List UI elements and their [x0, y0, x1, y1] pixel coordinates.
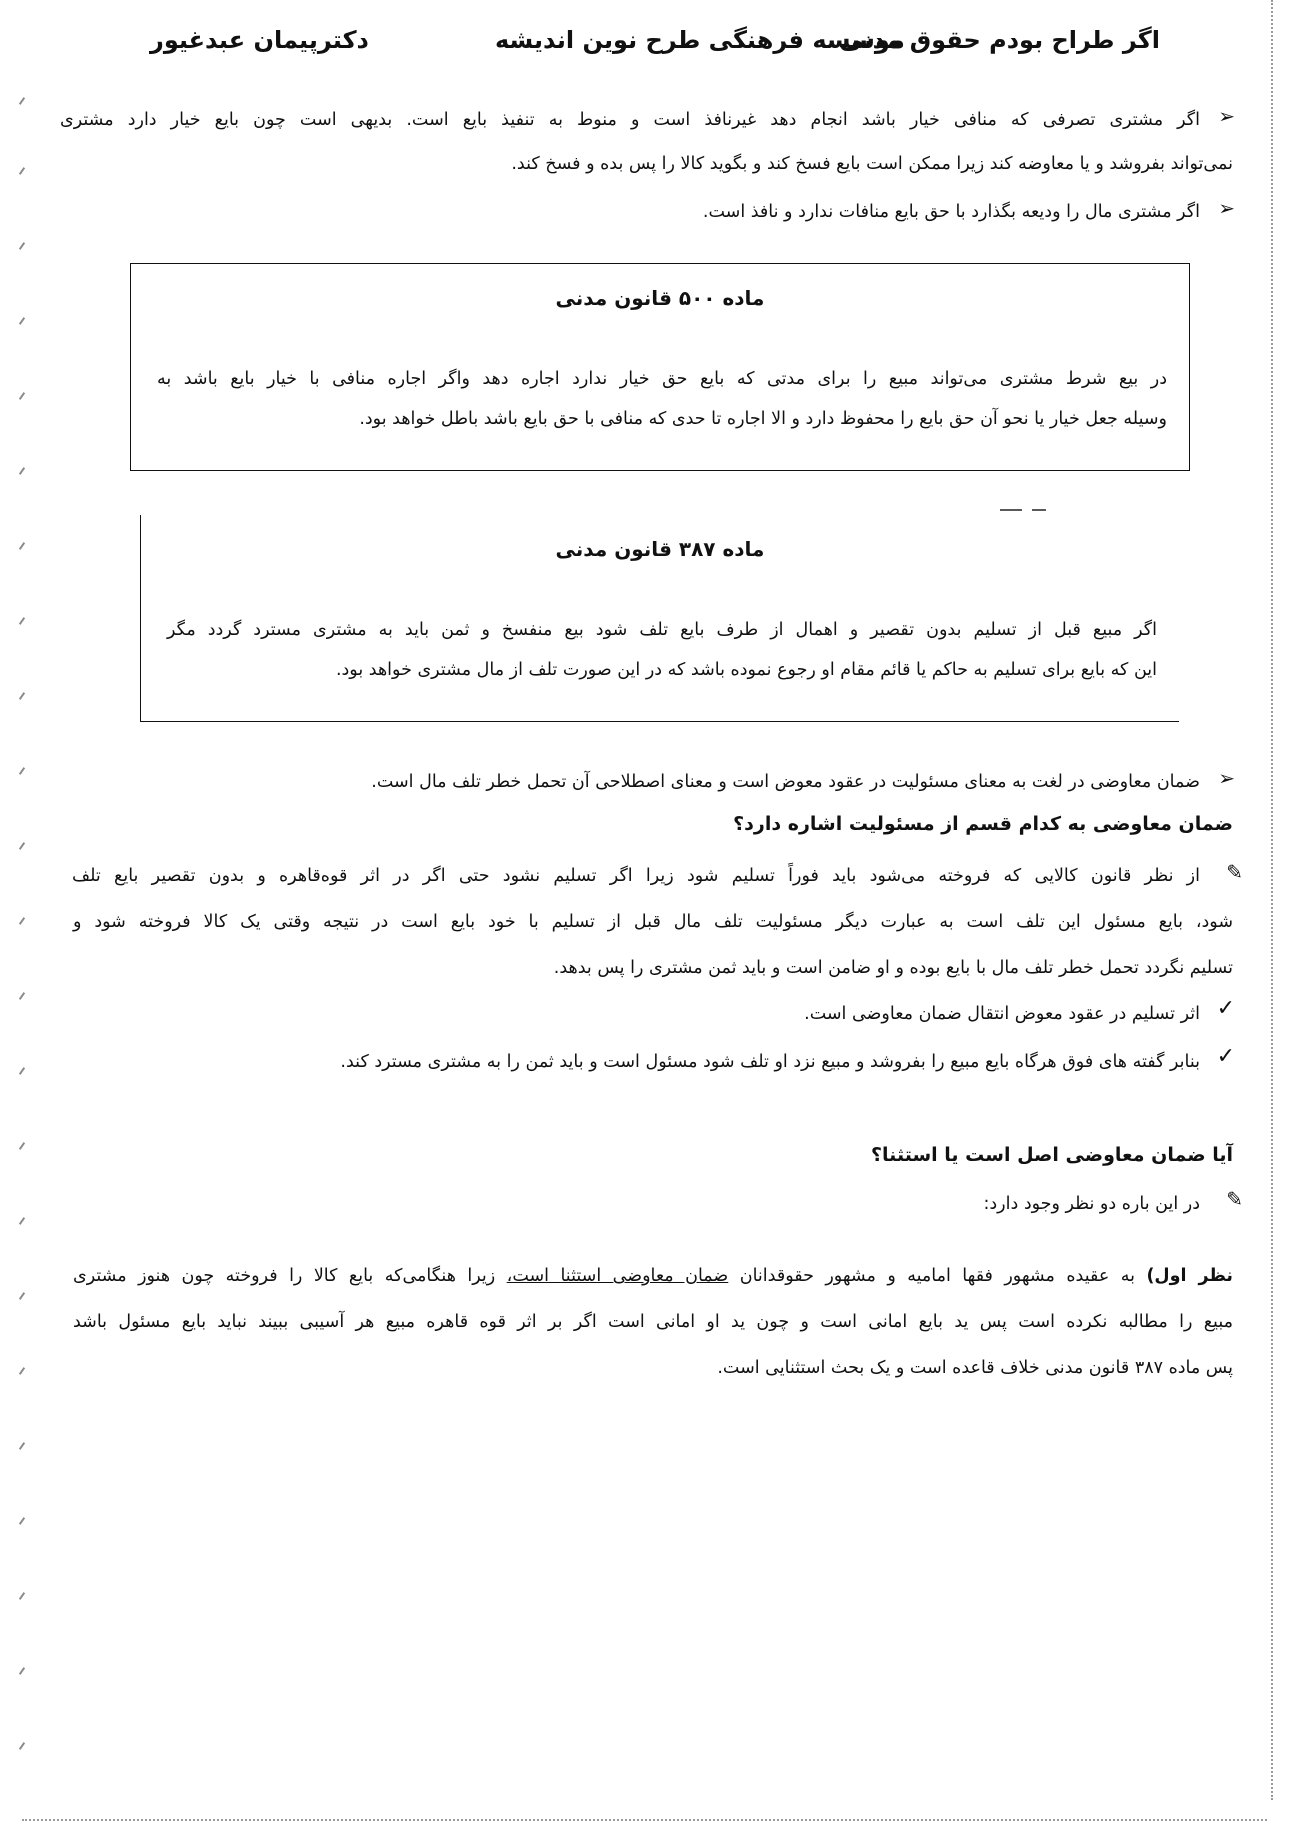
- article-387-line-1: اگر مبیع قبل از تسلیم بدون تقصیر و اهمال از طرف بایع تلف شود بیع منفسخ و ثمن باید به مشتری مسترد گردد مگر: [167, 620, 1157, 640]
- opinion-1-text-b: زیرا هنگامی‌که بایع کالا را فروخته چون هنوز مشتری: [73, 1266, 496, 1286]
- margin-mark: [19, 167, 25, 175]
- margin-mark: [19, 317, 25, 325]
- section1-bullet-1: ضمان معاوضی در لغت به معنای مسئولیت در عقود معوض است و معنای اصطلاحی آن تحمل خطر تلف مال است.: [371, 772, 1200, 792]
- section1-check-1: اثر تسلیم در عقود معوض انتقال ضمان معاوضی است.: [804, 1004, 1200, 1024]
- margin-mark: [19, 842, 25, 850]
- article-387-line-2: این که بایع برای تسلیم به حاکم یا قائم مقام او رجوع نموده باشد که در این صورت تلف از مال مشتری خواهد بود.: [335, 660, 1157, 680]
- check-bullet-icon: ✓: [1216, 1044, 1235, 1069]
- article-500-title: ماده ۵۰۰ قانون مدنی: [555, 286, 765, 310]
- section1-para-line-1: از نظر قانون کالایی که فروخته می‌شود باید فوراً تسلیم شود زیرا اگر تسلیم نشود حتی اگر در اثر قوه‌قاهره و بدون تقصیر بایع تلف: [72, 866, 1200, 886]
- margin-mark: [19, 767, 25, 775]
- check-bullet-icon: ✓: [1216, 996, 1235, 1021]
- opinion-1-line-2: مبیع را مطالبه نکرده است پس ید بایع امانی است و چون ید او امانی است اگر بر اثر قوه قاهره مبیع هر آسیبی ببیند نباید بایع مسئول باشد: [73, 1312, 1233, 1332]
- section2-heading: آیا ضمان معاوضی اصل است یا استثنا؟: [871, 1144, 1233, 1166]
- margin-mark: [19, 917, 25, 925]
- pencil-bullet-icon: ✎: [1226, 1187, 1243, 1211]
- margin-mark: [19, 1367, 25, 1375]
- header-institute: موسسه فرهنگی طرح نوین اندیشه: [495, 26, 905, 54]
- margin-mark: [19, 242, 25, 250]
- section1-check-2: بنابر گفته های فوق هرگاه بایع مبیع را بفروشد و مبیع نزد او تلف شود مسئول است و باید ثمن را به مشتری مسترد کند.: [340, 1052, 1200, 1072]
- margin-mark: [19, 1742, 25, 1750]
- margin-mark: [19, 992, 25, 1000]
- section1-heading: ضمان معاوضی به کدام قسم از مسئولیت اشاره دارد؟: [733, 813, 1233, 835]
- margin-mark: [19, 692, 25, 700]
- dotted-border-right: [1271, 0, 1273, 1800]
- intro-bullet-2: اگر مشتری مال را ودیعه بگذارد با حق بایع منافات ندارد و نافذ است.: [702, 202, 1200, 222]
- margin-mark: [19, 1667, 25, 1675]
- margin-mark: [19, 1217, 25, 1225]
- opinion-1-label: نظر اول): [1146, 1266, 1233, 1286]
- margin-mark: [19, 1292, 25, 1300]
- article-387-box: [140, 515, 1179, 722]
- article-387-title: ماده ۳۸۷ قانون مدنی: [555, 537, 765, 561]
- section1-para-line-3: تسلیم نگردد تحمل خطر تلف مال با بایع بوده و او ضامن است و باید ثمن مشتری را پس بدهد.: [553, 958, 1233, 978]
- intro-bullet-1-line-2: نمی‌تواند بفروشد و یا معاوضه کند زیرا ممکن است بایع فسخ کند و بگوید کالا را پس بده و فسخ کند.: [511, 154, 1233, 174]
- opinion-1-line-1: [73, 1264, 1233, 1288]
- section2-para-1: در این باره دو نظر وجود دارد:: [983, 1194, 1200, 1214]
- article-500-box: [130, 263, 1190, 471]
- arrow-bullet-icon: ➢: [1218, 104, 1235, 128]
- margin-mark: [19, 1592, 25, 1600]
- margin-mark: [19, 617, 25, 625]
- opinion-1-line-3: پس ماده ۳۸۷ قانون مدنی خلاف قاعده است و یک بحث استثنایی است.: [717, 1358, 1233, 1378]
- article-500-line-1: در بیع شرط مشتری می‌تواند مبیع را برای مدتی که بایع حق خیار ندارد اجاره دهد واگر اجاره منافی با خیار بایع باشد به: [157, 369, 1167, 389]
- article-500-line-2: وسیله جعل خیار یا نحو آن حق بایع را محفوظ دارد و الا اجاره تا حدی که منافی با حق بایع باشد باطل خواهد بود.: [359, 409, 1167, 429]
- margin-mark: [19, 1142, 25, 1150]
- margin-mark: [19, 467, 25, 475]
- margin-mark: [19, 1067, 25, 1075]
- opinion-1-text-a: به عقیده مشهور فقها امامیه و مشهور حقوقدانان: [739, 1266, 1135, 1286]
- arrow-bullet-icon: ➢: [1218, 196, 1235, 220]
- header-author: دکترپیمان عبدغیور: [150, 26, 369, 54]
- opinion-1-underlined: ضمان معاوضی استثنا است،: [506, 1266, 729, 1286]
- margin-mark: [19, 542, 25, 550]
- section1-para-line-2: شود، بایع مسئول این تلف است به عبارت دیگر مسئولیت تلف مال قبل از تسلیم با خود بایع است در نتیجه وقتی یک کالا فروخته شود و: [73, 912, 1233, 932]
- margin-mark: [19, 1517, 25, 1525]
- scan-mark: [1000, 505, 1060, 515]
- arrow-bullet-icon: ➢: [1218, 766, 1235, 790]
- dotted-border-bottom: [22, 1819, 1267, 1821]
- header-topic: اگر طراح بودم حقوق مدنی: [839, 26, 1160, 54]
- margin-mark: [19, 97, 25, 105]
- margin-mark: [19, 1442, 25, 1450]
- pencil-bullet-icon: ✎: [1226, 860, 1243, 884]
- margin-mark: [19, 392, 25, 400]
- intro-bullet-1-line-1: اگر مشتری تصرفی که منافی خیار باشد انجام دهد غیرنافذ است و منوط به تنفیذ بایع است. بدیهی است چون بایع خیار دارد مشتری: [60, 110, 1200, 130]
